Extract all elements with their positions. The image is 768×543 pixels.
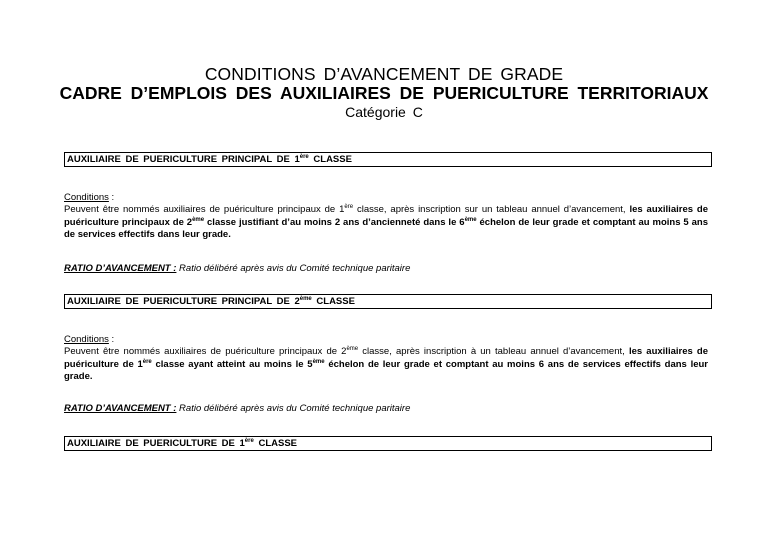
ratio-label: RATIO D’AVANCEMENT : [64,403,177,414]
category-label: Catégorie C [345,104,423,120]
conditions-paragraph-principal-2 [64,334,708,383]
sup: ème [346,346,359,353]
conditions-paragraph-principal-1 [64,192,708,241]
sup: ème [192,216,205,223]
heading-sup: ère [244,438,254,444]
ratio-text: Ratio délibéré après avis du Comité technique paritaire [176,263,411,274]
sup: ème [464,216,477,223]
conditions-bold: échelon de leur grade et comptant au moins 5 ans de services effectifs dans leur grade. [64,216,708,240]
conditions-label: Conditions [64,192,109,203]
conditions-text: Peuvent être nommés auxiliaires de puériculture principaux de 2 [64,346,347,358]
sup: ère [142,358,152,365]
heading-end: CLASSE [308,154,352,165]
heading-text: AUXILIAIRE DE PUERICULTURE PRINCIPAL DE 1 [67,154,300,165]
heading-text: AUXILIAIRE DE PUERICULTURE PRINCIPAL DE 2 [67,296,300,307]
conditions-text: classe, après inscription sur un tableau annuel d’avancement, [353,204,630,216]
ratio-text: Ratio délibéré après avis du Comité technique paritaire [176,403,411,414]
conditions-colon: : [108,334,115,345]
conditions-colon: : [108,192,115,203]
conditions-bold: échelon de leur grade et comptant au moins 6 ans de services effectifs dans leur grade. [64,358,708,382]
heading-text: AUXILIAIRE DE PUERICULTURE DE 1 [67,438,245,449]
conditions-bold: les auxiliaires de puériculture principaux de 2 [64,204,708,228]
page-title: CONDITIONS D’AVANCEMENT DE GRADE [204,64,564,84]
conditions-bold: les auxiliaires de puériculture de 1 [64,346,709,370]
ratio-label: RATIO D’AVANCEMENT : [64,263,177,274]
conditions-text: classe, après inscription à un tableau annuel d’avancement, [358,346,629,358]
conditions-bold: classe ayant atteint au moins le 5 [151,358,313,370]
conditions-bold: classe justifiant d’au moins 2 ans d’ancienneté dans le 6 [204,216,465,228]
conditions-text: Peuvent être nommés auxiliaires de puériculture principaux de 1 [64,204,345,216]
heading-sup: ère [299,154,309,160]
heading-end: CLASSE [253,438,297,449]
sup: ère [344,204,354,211]
section-heading-principal-1 [64,152,712,167]
section-heading-classe-1 [64,436,712,451]
section-heading-principal-2 [64,294,712,309]
ratio-line-principal-1 [64,263,410,274]
page-subtitle: CADRE D’EMPLOIS DES AUXILIAIRES DE PUERICULTURE TERRITORIAUX [59,83,709,103]
heading-end: CLASSE [311,296,355,307]
heading-sup: ème [299,296,312,302]
ratio-line-principal-2 [64,403,410,414]
conditions-label: Conditions [64,334,109,345]
sup: ème [312,358,325,365]
